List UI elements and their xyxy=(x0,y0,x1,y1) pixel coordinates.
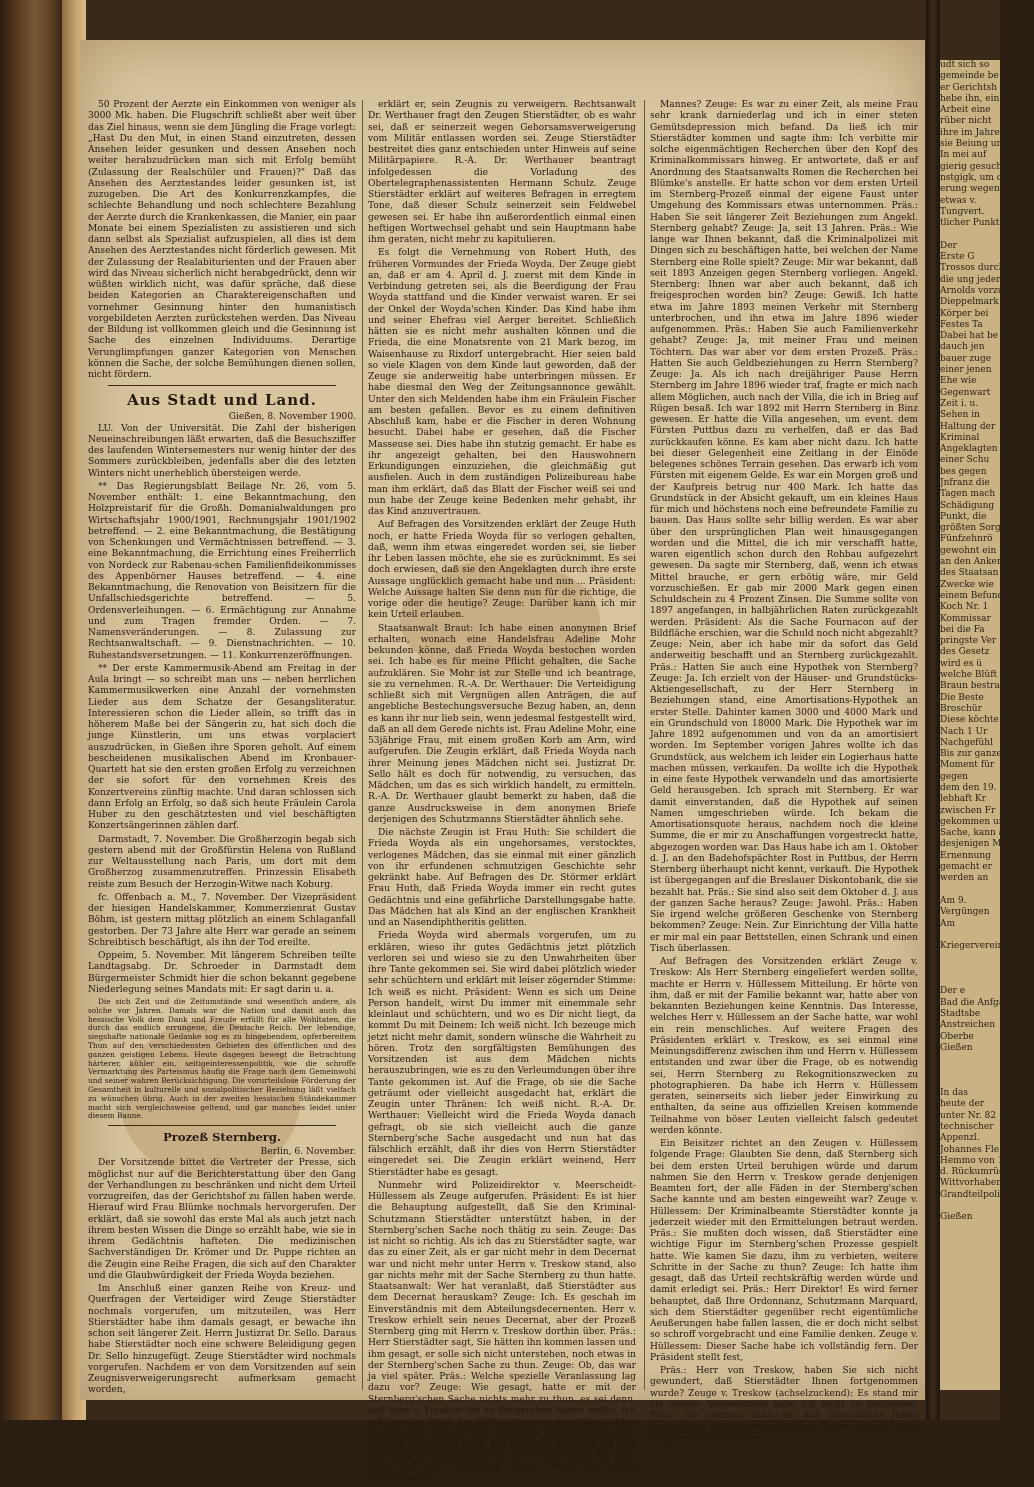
adjacent-page-line: etwas v. xyxy=(940,195,977,206)
adjacent-page-line: Koch Nr. 1 xyxy=(940,602,989,613)
adjacent-page-line xyxy=(940,1201,1000,1212)
adjacent-page-line: Gießen xyxy=(940,1042,973,1053)
adjacent-page-line: Sache, kann aus xyxy=(940,828,1015,839)
adjacent-page-line: Schädigung xyxy=(940,500,995,511)
adjacent-page-line: Diese köchte xyxy=(940,715,999,726)
article-paragraph: Es folgt die Vernehmung von Robert Huth, des früheren Vormundes der Frieda Woyda. Der Zeuge giebt an, daß er am 4. April d. J. zuerst mit dem Kinde in Verbindung getreten sei, als die Beerdigung der Frau Woyda stattfand und die Kinder verwaist waren. Er sei der Onkel der Woyda'schen Kinder. Das Kind habe ihm und seiner Ehefrau viel Aerger bereitet. Schließlich hätten sie es nicht mehr aushalten können und die Frieda, die eine Monatsrente von 21 Mark bezog, im Waisenhause zu Rixdorf untergebracht. Hier seien bald so viele Klagen von dem Kinde laut geworden, daß der Zeuge sie anderweitig habe unterbringen müssen. Er habe diesmal den Weg der Zeitungsannonce gewählt. Unter den sich Meldenden habe ihm ein Fräulein Fischer am besten gefallen. Bevor es zu einem definitiven Abschluß kam, habe er die Fischer in deren Wohnung besucht. Dabei habe er gesehen, daß die Fischer Masseuse sei. Dies habe ihn stutzig gemacht. Er habe es ihr angezeigt gehalten, bei den Hauswohnern Erkundigungen einzuziehen, die gleichmäßig gut ausfielen. Auch in dem zuständigen Polizeibureau habe man ihm erklärt, daß das Blatt der Fischer weiß sei und nun habe der Zeuge keine Bedenken mehr gehabt, ihr das Kind anzuvertrauen. xyxy=(368,248,636,517)
adjacent-page-line: gekommen und xyxy=(940,816,1011,827)
adjacent-page-line: Kriminal xyxy=(940,432,980,443)
adjacent-page-line xyxy=(940,975,1000,986)
adjacent-page-line: Vergüngen xyxy=(940,907,990,918)
adjacent-page-line: gemacht er xyxy=(940,862,992,873)
article-paragraph: Ein Beisitzer richtet an den Zeugen v. Hüllessem folgende Frage: Glaubten Sie denn, daß Sternberg sich bei dem ersten Urteil beruhigen würde und darum nahmen Sie den Herrn v. Treskow gerade denjenigen Beamten fort, der alle Fäden in der Sternberg'schen Sache kannte und am besten eingeweiht war? Zeuge v. Hüllessem: Der Kriminalbeamte Stierstädter konnte ja jederzeit wieder mit den Ermittelungen betraut werden. Präs.: Sie mußten doch wissen, daß Stierstädter eine wichtige Figur im Sternberg'schen Prozesse gespielt hatte. Wie kamen Sie dazu, ihm zu verbieten, weitere Schritte in der Sache zu thun? Zeuge: Ich hatte ihm gesagt, daß das Urteil rechtskräftig werden würde und damit erledigt sei. Präs.: Herr Direktor! Es wird ferner behauptet, daß Ihre Ordonnanz, Schutzmann Marquard, sich dem Stierstädter gegenüber recht eigentümliche Aeußerungen habe fallen lassen, die er doch nicht selbst so schroff vorgebracht und eine Familie denken. Zeuge v. Hüllessem: Dieser Sache habe ich vollständig fern. Der Präsident stellt fest, xyxy=(650,1139,918,1363)
adjacent-page-line: heute der xyxy=(940,1099,985,1110)
adjacent-page-line: Trossos durch xyxy=(940,263,1005,274)
article-paragraph: Der Vorsitzende bittet die Vertreter der Presse, sich möglichst nur auf die Berichterstattung über den Gang der Verhandlungen zu beschränken und nicht dem Urteil vorzugreifen, das der Gerichtshof zu fällen haben werde. Hierauf wird Frau Blümke nochmals hervorgerufen. Der erklärt, daß sie sowohl das erste Mal als auch jetzt nach ihrem besten Wissen die Dinge so erzählt habe, wie sie in ihrem Gedächtnis hafteten. Die medizinischen Sachverständigen Dr. Krömer und Dr. Puppe richten an die Zeugin eine Reihe Fragen, die sich auf den Charakter und die Glaubwürdigkeit der Frieda Woyda beziehen. xyxy=(88,1158,356,1281)
adjacent-page-line: Arbeit eine xyxy=(940,105,991,116)
news-item: ** Der erste Kammermusik-Abend am Freitag in der Aula bringt — so schreibt man uns — neben herrlichen Kammermusikwerken eine Anzahl der vornehmsten Lieder aus dem Schatze der Gesangsliteratur. Interessieren schon die Lieder allein, so trifft das in höherem Maße bei der Sängerin zu, hat sich doch die junge Künstlerin, um uns etwas vorplaciert auszudrücken, in Gießen ihre Sporen geholt. Auf einem bescheidenen musikalischen Abend im Kronbauer-Quartett hat sie den ersten großen Erfolg zu verzeichnen der sie sofort für den vornehmen Kreis des Konzertvereins zünftig machte. Und daran schlossen sich dann Erfolg an Erfolg, so daß sich heute Fräulein Carola Huber zu den geschätztesten und viel beschäftigten Konzertsängerinnen zählen darf. xyxy=(88,663,356,832)
article-paragraph: Auf Befragen des Vorsitzenden erklärt der Zeuge Huth noch, er hatte Frieda Woyda für so verlogen gehalten, daß, wenn ihm etwas eingeredet worden sei, sie lieber ihr Leben lassen möchte, ehe sie es zurücknimmt. Es sei doch erwiesen, daß sie den Angeklagten durch ihre erste Aussage unglücklich gemacht habe und nun ... Präsident: Welche Aussage halten Sie denn nun für die richtige, die vorige oder die heutige? Zeuge: Darüber kann ich mir kein Urteil erlauben. xyxy=(368,520,636,621)
adjacent-page-line: Gießen xyxy=(940,1212,973,1223)
adjacent-page-line: des Gesetz xyxy=(940,647,990,658)
adjacent-page-line xyxy=(940,1077,1000,1088)
adjacent-page-line: Der e xyxy=(940,986,966,997)
adjacent-page-line: In das xyxy=(940,1088,968,1099)
adjacent-page-text xyxy=(940,60,1034,1235)
adjacent-page-line: desjenigen Man xyxy=(940,839,1013,850)
quoted-letter: Die sich Zeit und die Zeitumstände sind wesentlich andere, als solche vor Jahren. Damals war die Nation und damit auch das hessische Volk dem Dank und Freude erfüllt für alle Wohltaten, die durch das endlich errungene, die Deutsche Reich. Der lebendige, siegshafte nationale Gedanke sog es zu hingebendem, opferbereitem Thun auf den verschiedensten Gebieten des öffentlichen und des ganzen geistigen Lebens. Heute dagegen bewegt die Betrachtung härterer, kühler ein, seitigeinteressenpolitik, wie die schroffe Vermarktung des Parteismus häufig die Frage nach dem Gemeinwohl und seiner wahren Berücksichtigung. Die vorurteilslose Förderung der Gesamtheit in kulturelle und sozialpolitischer Beziehung läßt vielfach zu wünschen übrig. Auch in der zweiten hessischen Ständekammer macht sich vergleichsweise geltend, und gar manches leidet unter diesem Banne. xyxy=(88,997,356,1121)
adjacent-page-line: Haltung der xyxy=(940,421,996,432)
adjacent-page-line: größten Sorg xyxy=(940,523,1001,534)
adjacent-page-line: Zwecke wie xyxy=(940,579,994,590)
adjacent-page-line: werden an xyxy=(940,873,989,884)
adjacent-page-line: Broschür xyxy=(940,703,982,714)
adjacent-page-line: einer jenen xyxy=(940,365,992,376)
adjacent-page-line: Wittvorhabenschach xyxy=(940,1178,1034,1189)
article-paragraph: Frieda Woyda wird abermals vorgerufen, um zu erklären, wieso ihr gutes Gedächtnis jetzt plötzlich verloren sei und wieso sie zu den Unwahrheiten über ihre Tante gekommen sei. Sie wird dabei plötzlich wieder sehr schüchtern und erklärt mit leiser zögernder Stimme: Ich weiß es nicht. Präsident: Wenn es sich um Deine Person handelt, wirst Du immer mit einemmale sehr kleinlaut und schüchtern, und wo es Dir nicht liegt, da kommt Du mit Deinem: Ich weiß nicht. Ich bezeuge mich jetzt nicht mehr damit, sondern wünsche die Wahrheit zu hören. Trotz den sorgfältigsten Bemühungen des Vorsitzenden ist aus dem Mädchen nichts herauszubringen, wie es zu den Verleumdungen über ihre Tante gekommen ist. Auf die Frage, ob sie die Sache geträumt oder vielleicht ausgedacht hat, erklärt die Zeugin unter Thränen: Ich weiß nicht. R.-A. Dr. Werthauer: Vielleicht wird die Frieda Woyda danach gefragt, ob sie sich vielleicht auch die ganze Sternberg'sche Sache ausgedacht und nun hat das fälschlich erzählt, daß ihr dies von Herrn Stierstädter eingeredet sei. Die Zeugin erklärt weinend, Herr Stierstädter habe es gesagt. xyxy=(368,931,636,1178)
adjacent-page-line: Stadtsbe xyxy=(940,1008,981,1019)
article-paragraph: Auf Befragen des Vorsitzenden erklärt Zeuge v. Treskow: Als Herr Sternberg eingeliefert werden sollte, machte er Herrn v. Hüllessem Mitteilung. Er hörte von ihm, daß er mit der Familie bekannt war, hatte aber von bekannten Beziehungen keine Kenntnis. Das Interesse, welches Herr v. Hüllessem an der Sache hatte, war wohl ein rein menschliches. Auf weitere Fragen des Präsidenten erklärt v. Treskow, es sei einmal eine Meinungsdifferenz zwischen ihm und Herrn v. Hüllessem entstanden und zwar über die Frage, ob es notwendig sei, Herrn Sternberg zu Rekognitionszwecken zu photographieren. Da habe ich Herrn v. Hüllessem geraten, seinerseits sich lieber jeder Einwirkung zu enthalten, da seine aus offiziellen Kreisen kommende Teilnahme von böser Leuten vielleicht falsch gedeutet werden könnte. xyxy=(650,957,918,1136)
adjacent-page-line: einer Schu xyxy=(940,455,990,466)
adjacent-page-line: Bis zur ganzen xyxy=(940,749,1008,760)
adjacent-page-line: Kriegervereins xyxy=(940,941,1008,952)
adjacent-page-line: nstgigk, um d xyxy=(940,172,1003,183)
adjacent-page-line: In mei auf xyxy=(940,150,987,161)
news-item: ** Das Regierungsblatt Beilage Nr. 26, vom 5. November enthält: 1. eine Bekanntmachung, den Holzpreistarif für die Großh. Domanialwaldungen pro Wirtschaftsjahr 1900/1901, Rechnungsjahr 1901/1902 betreffend. — 2. eine Bekanntmachung, die Bestätigung von Schenkungen und Vermächtnissen betreffend. — 3. eine Bekanntmachung, die Errichtung eines Freiherrlich von Nordeck zur Rabenau-schen Familienfideikommisses des Appenbörner Hauses betreffend. — 4. eine Bekanntmachung, die Renovation von Beisitzern für die Unfallschiedsgerichte betreffend. — 5. Ordensverleihungen. — 6. Ermächtigung zur Annahme und zum Tragen fremder Orden. — 7. Namensveränderungen. — 8. Zulassung zur Rechtsanwaltschaft. — 9. Dienstnachrichten. — 10. Ruhestandsversetzungen. — 11. Konkurrenzeröffnungen. xyxy=(88,481,356,661)
article-paragraph: Mannes? Zeuge: Es war zu einer Zeit, als meine Frau sehr krank darniederlag und ich in einer steten Gemütsdepression mich befand. Da ließ ich mir Stierstädter kommen und sagte ihm: Ich verbitte mir solche eigenmächtigen Recherchen über den Kopf des Kriminalkommissars hinweg. Er antwortete, daß er auf Anordnung des Staatsanwalts Romen die Recherchen bei Blümke's anstelle. Er hatte schon vor dem ersten Urteil im Sternberg-Prozeß einmal der eigene Faust unter Umgehung des Kommissars etwas unternommen. Präs.: Haben Sie seit längerer Zeit Beziehungen zum Angekl. Sternberg gehabt? Zeuge: Ja, seit 13 Jahren. Präs.: Wie lange war Ihnen bekannt, daß die Kriminalpolizei mit Dingen sich zu beschäftigen hatte, bei welchen der Name Sternberg eine Rolle spielt? Zeuge: Mir war bekannt, daß seit 1893 Anzeigen gegen Sternberg vorliegen. Angekl. Sternberg: Ihnen war aber auch bekannt, daß ich freigesprochen worden bin? Zeuge: Gewiß. Ich hatte etwa im Jahre 1893 meinen Verkehr mit Sternberg unterbrochen, und ihn etwa im Jahre 1896 wieder aufgenommen. Präs.: Haben Sie auch Familienverkehr gehabt? Zeuge: Ja, mit meiner Frau und meinen Töchtern. Das war aber vor dem ersten Prozeß. Präs.: Hatten Sie auch Geldbeziehungen zu Herrn Sternberg? Zeuge: Ja. Als ich nach dreijähriger Pause Herrn Sternberg im Jahre 1896 wieder traf, fragte er mich nach allem Möglichen, auch nach der Villa, die ich in Brieg auf Rügen besaß. Ich war 1892 mit Herrn Sternberg in Binz gewesen. Er hatte die Villa angesehen, um event. dem Fürsten Puttbus dazu zu verhelfen, daß er das Bad zurückkaufen könne. Es kam aber nicht dazu. Ich hatte bei dieser Gelegenheit eine Zeitlang in der Einöde belegenes schönes Terrain gesehen. Das erwarb ich vom Fürsten mit eigenem Gelde. Es war ein Morgen groß und der Kaufpreis betrug nur 400 Mark. Ich hatte das Grundstück in der Absicht gekauft, um ein kleines Haus für mich und höchstens noch eine befreundete Familie zu bauen. Das Haus sollte sehr billig werden. Es war aber über den ursprünglichen Plan weit hinausgegangen worden und die Mittel, die ich mir verschafft hatte, waren eigentlich schon durch den Rohbau aufgezehrt gewesen. Da sagte mir Sternberg, daß, wenn ich etwas Mittel brauche, er gern erbötig wäre, mir Geld vorzuschießen. Er gab mir 2000 Mark gegen einen Schuldschein zu 4 Prozent Zinsen. Die Summe sollte von 1897 angefangen, in halbjährlichen Raten zurückgezahlt werden. Präsident: Als die Sache Fournacon auf der Bildfläche erschien, war die Schuld noch nicht abgezahlt? Zeuge: Nein, aber ich habe mir da sofort das Geld anderweitig beschafft und an Sternberg zurückgezahlt. Präs.: Hatten Sie auch eine Hypothek von Sternberg? Zeuge: Ja. Ich erzielt von der Häuser- und Grundstücks-Aktiengesellschaft, zu der Herr Sternberg in Beziehungen stand, eine Amortisations-Hypothek an erster Stelle. Dahinter kamen 3000 und 4000 Mark und ein Grundschuld von 18000 Mark. Die Hypothek war im Jahre 1892 aufgenommen und von da an amortisiert worden. Im September vorigen Jahres wollte ich das Grundstück, aus welchem ich leider ein Logierhaus hatte machen müssen, verkaufen. Da wollte ich die Hypothek in eine feste Hypothek verwandeln und das amortisierte Geld herausgeben. Ich sprach mit Sternberg. Er war damit einverstanden, daß die Hypothek auf seinen Namen umgeschrieben würde. Ich bekam die Amortisationsquote heraus, nachdem noch die kleine Summe, die er mir zu Anschaffungen vorgestreckt hatte, abgezogen worden war. Das Haus habe ich am 1. Oktober d. J. an den Badehofspächter Rost in Puttbus, der Herrn Sternberg überhaupt nicht kennt, verkauft. Die Hypothek ist übergegangen auf die Breslauer Diskontobank, die sie bezahlt hat. Präs.: Sie sind also seit dem Oktober d. J. aus der ganzen Sache heraus? Zeuge: Jawohl. Präs.: Haben Sie irgend welche größeren Geschenke von Sternberg bekommen? Zeuge: Nein. Zur Einrichtung der Villa hatte er mir mal ein paar Bettstellen, einen Schrank und einen Tisch überlassen. xyxy=(650,100,918,954)
adjacent-page-line: bauer zuge xyxy=(940,353,992,364)
adjacent-page-line: welche Blüft xyxy=(940,670,998,681)
adjacent-page-line: erung wegen xyxy=(940,184,1000,195)
adjacent-page-line: Körper bei xyxy=(940,308,989,319)
adjacent-page-line xyxy=(940,1065,1000,1076)
article-paragraph: Im Anschluß einer ganzen Reihe von Kreuz- und Querfragen der Verteidiger wird Zeuge Stierstädter nochmals vorgerufen, um mitzuteilen, was Herr Stierstädter habe ihm damals gesagt, er bewache ihn schon seit längerer Zeit. Herrn Justizrat Dr. Sello. Daraus habe Stierstädter noch eine schwere Beleidigung gegen Dr. Sello hinzugefügt. Zeuge Stierstädter wird nochmals vorgerufen. Nachdem er von dem Vorsitzenden auf sein Zeugnisverweigerungsrecht aufmerksam gemacht worden, xyxy=(88,1284,356,1396)
page-gutter xyxy=(926,0,940,1420)
adjacent-page-line: an den Ankers xyxy=(940,557,1006,568)
article-paragraph: 50 Prozent der Aerzte ein Einkommen von weniger als 3000 Mk. haben. Die Flugschrift schließt aber weit über das Ziel hinaus, wenn sie dem Jüngling die Frage vorlegt: „Hast Du den Mut, in einen Stand einzutreten, dessen Ansehen leider gesunken und dessen Ansehen noch weiter herabzudrücken man sich mit Erfolg bemüht (Zulassung der Realschüler und Frauen)?" Daß das Ansehen des Aerztestandes leider gesunken ist, ist zuzugeben. Die Art des Konkurrenzkampfes, die schlechte Behandlung und noch schlechtere Bezahlung der Aerzte durch die Krankenkassen, die Manier, ein paar Monate bei einem Spezialisten zu assistieren und sich dann selbst als Spezialist aufzuspielen, all dies ist dem Ansehen des Aerztestandes nicht förderlich gewesen. Mit der Zulassung der Realabiturienten und der Frauen aber wird das Niveau sicherlich nicht herabgedrückt, denn wir wüßten wirklich nicht, was dafür spräche, daß diese beiden Kategorien an Charaktereigenschaften und vornehmer Gesinnung hinter den humanistisch vorgebildeten Aerzten zurückstehen werden. Das Niveau der Bildung ist vollkommen gleich und die Gesinnung ist Sache des einzelnen Individuums. Derartige Verunglimpfungen ganzer Kategorien von Menschen können die Sache, der solche Bemühungen dienen sollen, nicht fördern. xyxy=(88,100,356,380)
adjacent-page-line: Oberbe xyxy=(940,1031,974,1042)
adjacent-page-line: des Staatsan xyxy=(940,568,999,579)
adjacent-page-line: sie Beiung un xyxy=(940,139,1003,150)
adjacent-page-line: pringste Ver xyxy=(940,636,997,647)
adjacent-page-line: Am 9. xyxy=(940,895,967,906)
section-title: Aus Stadt und Land. xyxy=(127,391,317,410)
adjacent-page-line: Kommissar xyxy=(940,613,991,624)
adjacent-page-line: bes gegen xyxy=(940,466,987,477)
adjacent-page-line xyxy=(940,1054,1000,1065)
column-1 xyxy=(88,100,356,1399)
adjacent-page-line: Dabei hat be xyxy=(940,331,999,342)
column-rule xyxy=(362,100,363,1390)
adjacent-page-line xyxy=(940,885,1000,896)
adjacent-page-line: Jnfranz die xyxy=(940,477,990,488)
adjacent-page-line: Tungvert. xyxy=(940,206,985,217)
adjacent-page-line: ihre im Jahre xyxy=(940,127,1000,138)
adjacent-page-line: udt sich so xyxy=(940,60,990,70)
news-item: LU. Von der Universität. Die Zahl der bisherigen Neueinschreibungen läßt erwarten, daß die Besuchsziffer des laufenden Wintersemesters nur wenig hinter der des Sommers zurückbleiben, jedenfalls aber die des letzten Winters nicht unerheblich übersteigen werde. xyxy=(88,423,356,479)
adjacent-page-line: Erste G xyxy=(940,252,975,263)
adjacent-page-line: Tagen mach xyxy=(940,489,996,500)
adjacent-page-line: Ernennung xyxy=(940,850,991,861)
adjacent-page-line: zwischen Fr xyxy=(940,805,996,816)
adjacent-page-line: Festes Ta xyxy=(940,319,983,330)
adjacent-page-line xyxy=(940,1224,1000,1235)
adjacent-page-line xyxy=(940,229,1000,240)
adjacent-page-line: dem den 19. xyxy=(940,783,997,793)
adjacent-page-line: Braun bestrab xyxy=(940,681,1006,692)
adjacent-page-line: Appenzl. xyxy=(940,1133,980,1144)
adjacent-page-line: er Gerichtsh xyxy=(940,82,998,93)
adjacent-page-line: Hemmo von 15 xyxy=(940,1155,1010,1166)
adjacent-page-line: Punkt, die xyxy=(940,511,987,522)
article-title: Prozeß Sternberg. xyxy=(163,1130,281,1145)
adjacent-page-line: Der xyxy=(940,240,957,251)
adjacent-page-line: Nach 1 Ur xyxy=(940,726,988,737)
section-divider xyxy=(108,1125,336,1126)
section-divider xyxy=(108,385,336,386)
adjacent-page-line: gemeinde be xyxy=(940,71,999,82)
adjacent-page-line: Die Beste xyxy=(940,692,984,703)
adjacent-page-line: Johannes Fle xyxy=(940,1144,1000,1155)
adjacent-page-line: Angeklagten xyxy=(940,444,998,455)
adjacent-page-line: wird es ü xyxy=(940,658,983,669)
column-3 xyxy=(650,100,918,1447)
article-paragraph: Präs.: Herr von Treskow, haben Sie sich nicht gewundert, daß Stierstädter Ihnen fortgenommen wurde? Zeuge v. Treskow (achselzuckend): Es stand mir als meiner Vorgesetzten habe ich nicht zu kritisieren. Präs.: Sie nehmen doch an, daß Stierstädter Ihnen wesentliche Dienste geleistet hat? Zeuge: Jawohl, aber ich gebe mich zufrieden. xyxy=(650,1366,918,1444)
adjacent-page-line: tlicher Punkt xyxy=(940,218,1000,229)
adjacent-page-line: gierig gesucht xyxy=(940,161,1006,172)
adjacent-page-line xyxy=(940,964,1000,975)
adjacent-page-line: die ung jeder xyxy=(940,274,1001,285)
adjacent-page-line: gewohnt ein xyxy=(940,545,997,556)
adjacent-page-line: technischer xyxy=(940,1121,994,1132)
article-paragraph: Nunmehr wird Polizeidirektor v. Meerscheidt-Hüllessem als Zeuge aufgerufen. Präsident: Es ist hier die Behauptung aufgestellt, daß Sie den Kriminal-Schutzmann Stierstädter unterstützt haben, in der Sternberg'schen Sache noch thätig zu sein. Zeuge: Das ist nicht so richtig. Als ich das zu Stierstädter sagte, war das zu einer Zeit, als er gar nicht mehr in dem Decernat war und nicht mehr unter Herrn v. Treskow stand, also gar nichts mehr mit der Sache Sternberg zu thun hatte. Staatsanwalt: Wer hat veranlaßt, daß Stierstädter aus dem Decernat herauskam? Zeuge: Ich. Es geschah im Einverständnis mit dem Abteilungsdecernenten. Herr v. Treskow erhielt sein neues Decernat, aber der Prozeß Sternberg ging mit Herrn v. Treskow dorthin über. Präs.: Herr Stierstädter sagt, Sie hätten ihn kommen lassen und ihm gesagt, er solle sich nicht unterstehen, noch etwas in der Sternberg'schen Sache zu thun. Zeuge: Ob, das war ja viel später. Präs.: Welche spezielle Veranlassung lag dazu vor? Zeuge: Wie gesagt, hatte er mit der Sternberg'schen Sache nichts mehr zu thun, es sei denn, daß Herr v. Treskow ihn zu Recherchen haben wollte. Ich erfuhr aber durch die Mitteilung eines mir unbekannten Mannes, der sich als Maler Normann unterzeichnete, daß er doch wiederholt noch bei Blümke's gewesen sei und dies hielt ich Stierstädter vor. Präs.: Das thaten Sie doch wohl auf die Mitteilung eines Ihnen bis dahin unbekannten xyxy=(368,1180,636,1484)
adjacent-page-line: Grandteilpoli xyxy=(940,1189,1001,1200)
article-paragraph: Die nächste Zeugin ist Frau Huth: Sie schildert die Frieda Woyda als ein ungehorsames, verstocktes, verlogenes Mädchen, das sie einmal mit einer gänzlich von ihr erfundenen schmutzigen Geschichte sehr gekränkt habe. Auf Befragen des Dr. Störmer erklärt Frau Huth, daß Frieda Woyda immer ein recht gutes Gedächtnis und eine gefährliche Darstellungsgabe hatte. Das Mädchen hat als Kind an der englischen Krankheit und an Nasendiphtheritis gelitten. xyxy=(368,828,636,928)
adjacent-page-line: Bad die Anfgabe xyxy=(940,997,1016,1008)
adjacent-page-line: unter Nr. 82 xyxy=(940,1110,997,1121)
adjacent-page-line: Zeit i. u. xyxy=(940,398,979,409)
adjacent-page-line: dauch jen xyxy=(940,342,985,353)
article-paragraph: erklärt er, sein Zeugnis zu verweigern. Rechtsanwalt Dr. Werthauer fragt den Zeugen Stierstädter, ob es wahr sei, daß er seinerzeit wegen Gehorsamsverweigerung vom Militär entlassen worden sei. Zeuge Stierstädter bestreitet dies ganz entschieden unter Hinweis auf seine Militärpapiere. R.-A. Dr. Werthauer beantragt infolgedessen die Vorladung des Obertelegraphenassistenten Hermann Schulz. Zeuge Stierstädter erklärt auf weiteres Befragen in erregtem Tone, daß dieser Schulz seinerzeit sein Feldwebel gewesen sei. Er habe ihn außerordentlich einmal einen heftigen Wortwechsel gehabt und sein Hauptmann habe ihm geraten, nicht mehr zu kapitulieren. xyxy=(368,100,636,245)
column-2 xyxy=(368,100,636,1487)
adjacent-page-line: Gegenwart xyxy=(940,387,991,398)
news-item: Darmstadt, 7. November. Die Großherzogin begab sich gestern abend mit der Großfürstin Helena von Rußland zur Weltausstellung nach Paris, um dort mit dem Großherzog zusammenzutreffen. Prinzessin Elisabeth reiste zum Besuch der Herzogin-Witwe nach Koburg. xyxy=(88,834,356,890)
adjacent-page-line xyxy=(940,930,1000,941)
adjacent-page-line: bei die Fa xyxy=(940,624,985,635)
adjacent-page-strip xyxy=(940,60,1034,1390)
dateline: Gießen, 8. November 1900. xyxy=(228,412,356,423)
book-spine-binding xyxy=(0,0,62,1420)
adjacent-page-line: Arnolds vorzu xyxy=(940,285,1004,296)
adjacent-page-line: Nachgefühl xyxy=(940,737,993,748)
adjacent-page-line: Dieppelmark xyxy=(940,297,999,308)
adjacent-page-line: hebe ihn, ein xyxy=(940,93,1000,104)
adjacent-page-line: Moment für xyxy=(940,760,995,771)
article-paragraph: Staatsanwalt Braut: Ich habe einen anonymen Brief erhalten, wonach eine Handelsfrau Adeline Mohr bekunden könne, daß Frieda Woyda bestochen worden sei. Ich habe es für meine Pflicht gehalten, die Sache aufzuklären. Sie Mohr ist zur Stelle und ich beantrage, sie zu vernehmen. R.-A. Dr. Werthauer: Die Verteidigung schließt sich mit Vergnügen allen Anträgen, die auf angebliche Bestechungsversuche Bezug haben, an, denn es kann ihr nur lieb sein, wenn jedesmal festgestellt wird, daß an all dem Gerede nichts ist. Frau Adeline Mohr, eine 53jährige Frau, mit einem großen Korb am Arm, wird aufgerufen. Die Zeugin erklärt, daß Frieda Woyda nach ihrer Meinung jenes Mädchen nicht sei. Justizrat Dr. Sello hält es doch für notwendig, zu versuchen, das Mädchen, um das es sich wirklich handelt, zu ermitteln. R.-A. Dr. Werthauer glaubt bemerkt zu haben, daß die ganze Ausdrucksweise in dem anonymen Briefe derjenigen des Schutzmanns Stierstädter ähnlich sehe. xyxy=(368,623,636,825)
news-item: fc. Offenbach a. M., 7. November. Der Vizepräsident der hiesigen Handelskammer, Kommerzienrat Gustav Böhm, ist gestern mittag plötzlich an einem Schlaganfall gestorben. Der 73 Jahre alte Herr war gerade an seinem Schreibtisch beschäftigt, als ihn der Tod ereilte. xyxy=(88,892,356,948)
adjacent-page-line: Anstreichen xyxy=(940,1020,995,1031)
adjacent-page-line: Am xyxy=(940,918,956,929)
adjacent-page-line: Ehe wie xyxy=(940,376,977,387)
adjacent-page-line: Sehen in xyxy=(940,410,980,421)
adjacent-page-line xyxy=(940,952,1000,963)
adjacent-page-line: Fünfzehnrö xyxy=(940,534,993,545)
adjacent-page-line: d. Rückumrück xyxy=(940,1167,1010,1178)
adjacent-page-line: rüber nicht xyxy=(940,116,992,127)
adjacent-page-line: einem Befund xyxy=(940,590,1004,601)
adjacent-page-line: gegen xyxy=(940,771,968,782)
dateline: Berlin, 6. November. xyxy=(260,1147,356,1158)
adjacent-page-line: lebhaft Kr xyxy=(940,794,986,805)
news-item: Oppeim, 5. November. Mit längerem Schreiben teilte Landtagsabg. Dr. Schroeder in Darmstadt dem Bürgermeister Schmidt hier die schon bekannt gegebene Niederlegung seines Mandats mit: Er sagt darin u. a. xyxy=(88,951,356,995)
column-rule xyxy=(644,100,645,1390)
